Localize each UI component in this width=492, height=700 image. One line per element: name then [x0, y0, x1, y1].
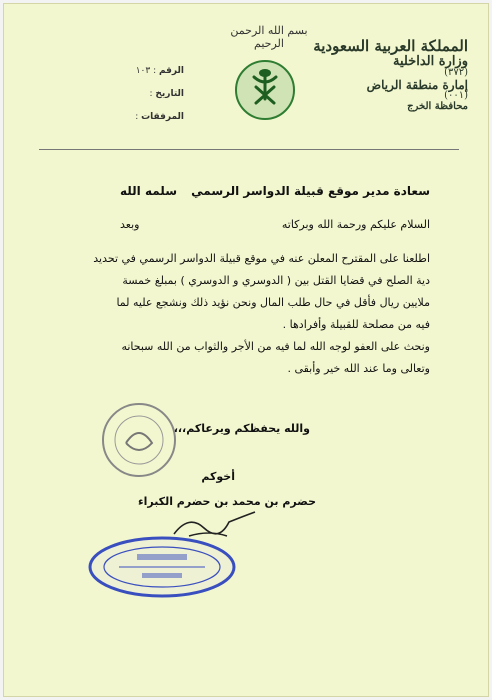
official-oval-stamp-icon [87, 536, 237, 598]
after-greeting: وبعد [120, 218, 140, 231]
header-line: محافظة الخرج [407, 100, 468, 112]
basmala: بسم الله الرحمن الرحيم [230, 24, 308, 50]
paragraph-line: ونحث على العفو لوجه الله لما فيه من الأجر والثواب من الله سبحانه [121, 340, 430, 353]
letter-page [3, 3, 489, 697]
header-line: (٣٧٢) [444, 67, 468, 79]
ref-attachments: المرفقات : [135, 112, 184, 122]
paragraph-line: وتعالى وما عند الله خير وأبقى . [287, 362, 430, 375]
circular-seal-icon [100, 401, 178, 479]
main-paragraph [50, 248, 430, 380]
header-divider [39, 149, 459, 150]
sign-name: حضرم بن محمد بن حضرم الكبراء [137, 495, 316, 508]
paragraph-line: اطلعنا على المقترح المعلن عنه في موقع قبيلة الدواسر الرسمي في تحديد [93, 252, 430, 265]
paragraph-line: فيه من مصلحة للقبيلة وأفرادها . [282, 318, 430, 331]
addressee: سعادة مدير موقع قبيلة الدواسر الرسمي [191, 184, 430, 198]
closing: والله يحفظكم ويرعاكم،،، [173, 422, 310, 435]
government-header [298, 39, 468, 112]
saudi-emblem-icon [234, 59, 296, 121]
sign-title: أخوكم [201, 470, 235, 483]
paragraph-line: دية الصلح في قضايا القتل بين ( الدوسري و الدوسري ) بمبلغ خمسة [122, 274, 430, 287]
greeting: السلام عليكم ورحمة الله وبركاته [281, 218, 430, 231]
ref-number: الرقم : ١٠٣ [135, 66, 184, 76]
header-line: وزارة الداخلية [392, 53, 468, 69]
header-line: (٠٠١) [444, 90, 468, 102]
header-line: إمارة منطقة الرياض [366, 77, 468, 92]
honorific: سلمه الله [120, 184, 177, 198]
ref-date: التاريخ : [149, 89, 184, 99]
header-line: المملكة العربية السعودية [313, 37, 468, 55]
paragraph-line: ملايين ريال فأقل في حال طلب المال ونحن نؤيد ذلك ونشجع عليه لما [116, 296, 430, 309]
